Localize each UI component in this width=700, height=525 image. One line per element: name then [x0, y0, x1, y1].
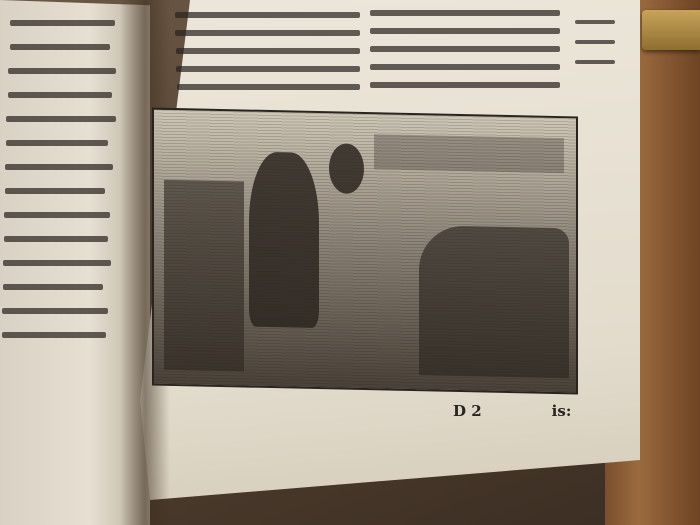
right-text-line — [370, 28, 560, 34]
margin-note-line — [575, 20, 615, 24]
left-text-line — [5, 188, 105, 194]
left-text-line — [8, 92, 112, 98]
soldiers-left — [164, 180, 244, 372]
left-text-line — [4, 212, 110, 218]
brass-clasp — [642, 10, 700, 50]
left-text-line — [8, 68, 116, 74]
soldiers-right — [419, 225, 569, 378]
right-text-line — [370, 64, 560, 70]
left-text-line — [2, 332, 106, 338]
left-text-line — [10, 20, 115, 26]
margin-note-line — [575, 40, 615, 44]
right-text-line — [176, 66, 360, 72]
right-text-line — [175, 30, 360, 36]
left-text-line — [10, 44, 110, 50]
left-text-line — [6, 140, 108, 146]
signature-marks — [453, 402, 571, 420]
margin-note-line — [575, 60, 615, 64]
right-text-line — [370, 82, 560, 88]
signature-mark-a: D 2 — [453, 402, 482, 420]
battle-engraving — [152, 108, 578, 395]
right-text-line — [175, 12, 360, 18]
right-text-line — [176, 48, 360, 54]
left-text-line — [4, 236, 108, 242]
left-text-line — [2, 308, 108, 314]
shield-figure — [329, 143, 364, 194]
horseman-figure — [249, 152, 319, 328]
signature-mark-b: is: — [551, 402, 572, 420]
distant-battle — [374, 134, 564, 173]
right-text-line — [370, 46, 560, 52]
left-text-line — [3, 260, 111, 266]
left-text-line — [3, 284, 103, 290]
left-text-line — [5, 164, 113, 170]
right-text-line — [177, 84, 360, 90]
left-text-line — [6, 116, 116, 122]
right-text-line — [370, 10, 560, 16]
